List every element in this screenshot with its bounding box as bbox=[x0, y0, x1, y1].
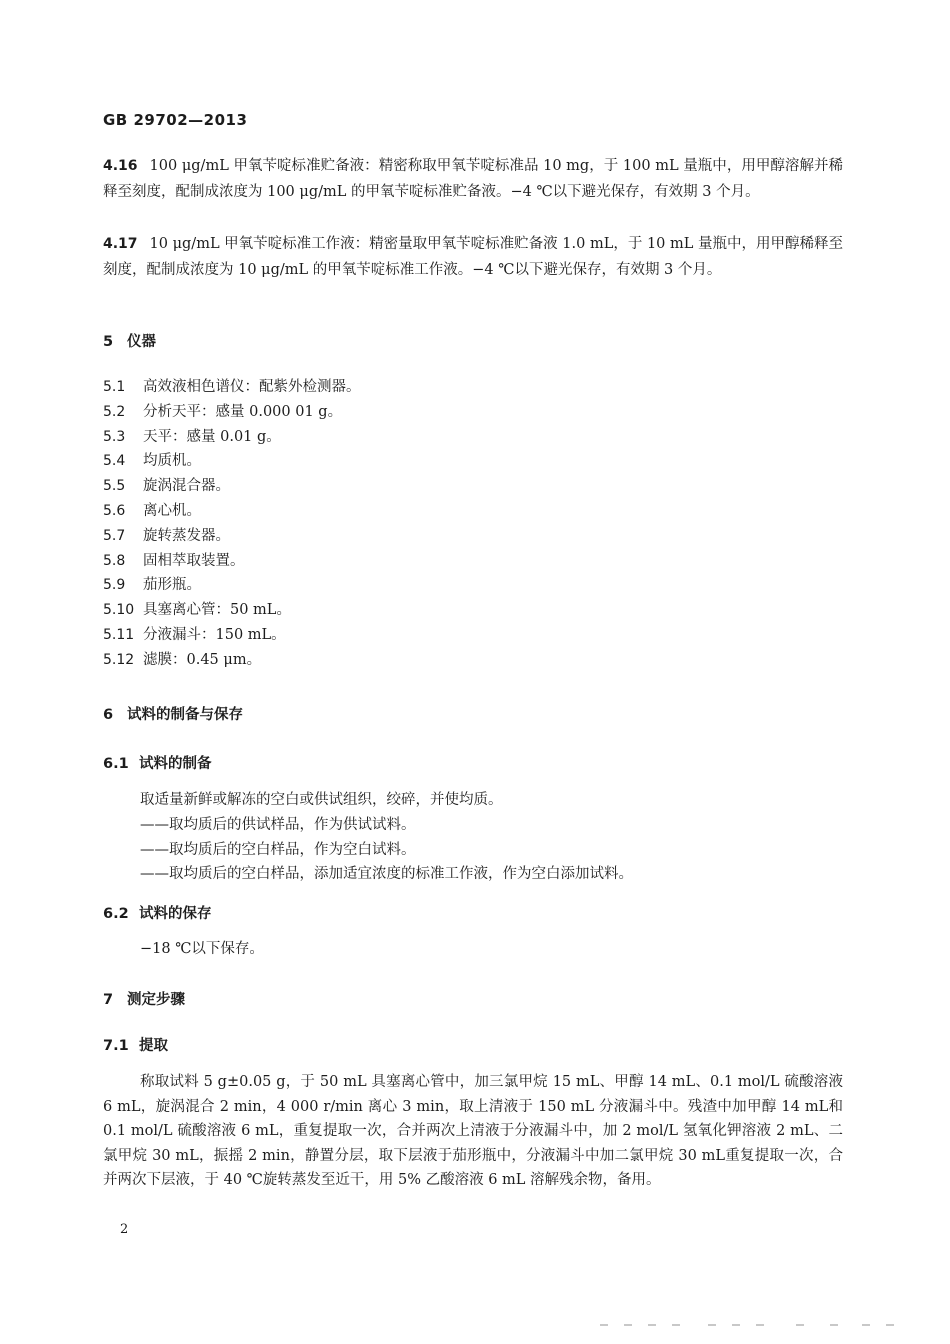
item-text: 均质机。 bbox=[143, 453, 201, 470]
item-text: 固相萃取装置。 bbox=[143, 552, 245, 569]
item-number: 5.1 bbox=[103, 379, 126, 395]
item-text: 分析天平：感量 0.000 01 g。 bbox=[143, 403, 343, 420]
list-item bbox=[103, 499, 361, 524]
subsection-number: 6.1 bbox=[103, 756, 129, 772]
paragraph-line: 取适量新鲜或解冻的空白或供试组织，绞碎，并使均质。 bbox=[140, 792, 503, 808]
subsection-title: 试料的制备 bbox=[139, 756, 212, 772]
clause-number: 4.16 bbox=[103, 158, 138, 174]
item-number: 5.10 bbox=[103, 602, 135, 619]
item-number: 5.7 bbox=[103, 527, 126, 544]
list-item bbox=[103, 524, 361, 549]
dash-list-item: ——取均质后的供试样品，作为供试试料。 bbox=[140, 817, 416, 833]
item-text: 滤膜：0.45 μm。 bbox=[143, 651, 262, 668]
item-number: 5.9 bbox=[103, 577, 126, 594]
subsection-number: 7.1 bbox=[103, 1038, 129, 1054]
dash-list-item: ——取均质后的空白样品，添加适宜浓度的标准工作液，作为空白添加试料。 bbox=[140, 866, 633, 882]
section-title: 仪器 bbox=[127, 334, 156, 350]
item-number: 5.6 bbox=[103, 502, 126, 519]
extraction-paragraph: 称取试料 5 g±0.05 g，于 50 mL 具塞离心管中，加三氯甲烷 15 mL、甲醇 14 mL、0.1 mol/L 硫酸溶液 6 mL，旋涡混合 2 min，4 000 r/min 离心 3 min，取上清液于 150 mL 分液漏斗中。残渣中加甲醇 14 mL和 0.1 mol/L 硫酸溶液 6 mL，重复提取一次，合并两次上清液于分液漏斗中，加 2 mol/L 氢氧化钾溶液 2 mL、二氯甲烷 30 mL，振摇 2 min，静置分层，取下层液于茄形瓶中，分液漏斗中加二氯甲烷 30 mL重复提取一次，合并两次下层液，于 40 ℃旋转蒸发至近干，用 5% 乙酸溶液 6 mL 溶解残余物，备用。 bbox=[103, 1074, 843, 1188]
item-number: 5.5 bbox=[103, 478, 126, 495]
clause-4-17 bbox=[103, 231, 843, 283]
subsection-heading-6-2 bbox=[103, 902, 212, 923]
list-item bbox=[103, 623, 361, 648]
scan-edge-marks bbox=[600, 1322, 900, 1330]
section-number: 7 bbox=[103, 992, 114, 1008]
item-text: 旋涡混合器。 bbox=[143, 478, 230, 495]
clause-number: 4.17 bbox=[103, 236, 138, 252]
standard-code: GB 29702—2013 bbox=[103, 111, 248, 129]
section-number: 5 bbox=[103, 334, 114, 350]
section-title: 试料的制备与保存 bbox=[127, 707, 243, 723]
item-number: 5.12 bbox=[103, 651, 135, 668]
section-title: 测定步骤 bbox=[127, 992, 185, 1008]
section-heading-7 bbox=[103, 988, 185, 1009]
item-number: 5.4 bbox=[103, 453, 126, 470]
clause-text: 10 μg/mL 甲氧苄啶标准工作液：精密量取甲氧苄啶标准贮备液 1.0 mL，于 10 mL 量瓶中，用甲醇稀释至刻度，配制成浓度为 10 μg/mL 的甲氧苄啶标准工作液。−4 ℃以下避光保存，有效期 3 个月。 bbox=[103, 236, 843, 278]
item-number: 5.11 bbox=[103, 626, 135, 643]
list-item bbox=[103, 598, 361, 623]
item-number: 5.3 bbox=[103, 428, 126, 445]
subsection-title: 提取 bbox=[139, 1038, 168, 1054]
subsection-number: 6.2 bbox=[103, 906, 129, 922]
item-number: 5.8 bbox=[103, 552, 126, 569]
page-number: 2 bbox=[120, 1222, 129, 1237]
clause-text: 100 μg/mL 甲氧苄啶标准贮备液：精密称取甲氧苄啶标准品 10 mg，于 100 mL 量瓶中，用甲醇溶解并稀释至刻度，配制成浓度为 100 μg/mL 的甲氧苄啶标准贮备液。−4 ℃以下避光保存，有效期 3 个月。 bbox=[103, 158, 843, 200]
section-number: 6 bbox=[103, 707, 114, 723]
list-item bbox=[103, 648, 361, 673]
item-text: 具塞离心管：50 mL。 bbox=[143, 602, 291, 619]
item-text: 天平：感量 0.01 g。 bbox=[143, 428, 281, 445]
subsection-heading-6-1 bbox=[103, 752, 212, 773]
list-item bbox=[103, 549, 361, 574]
item-text: 茄形瓶。 bbox=[143, 577, 201, 594]
dash-list-item: ——取均质后的空白样品，作为空白试料。 bbox=[140, 842, 416, 858]
list-item bbox=[103, 425, 361, 450]
item-text: 高效液相色谱仪：配紫外检测器。 bbox=[143, 379, 361, 395]
item-text: 分液漏斗：150 mL。 bbox=[143, 626, 286, 643]
item-text: 旋转蒸发器。 bbox=[143, 527, 230, 544]
list-item bbox=[103, 449, 361, 474]
list-item bbox=[103, 573, 361, 598]
item-text: 离心机。 bbox=[143, 502, 201, 519]
item-number: 5.2 bbox=[103, 403, 126, 420]
section-heading-5 bbox=[103, 330, 156, 351]
subsection-title: 试料的保存 bbox=[139, 906, 212, 922]
subsection-heading-7-1 bbox=[103, 1034, 168, 1055]
clause-4-16 bbox=[103, 153, 843, 205]
list-item bbox=[103, 375, 361, 400]
paragraph-line: −18 ℃以下保存。 bbox=[140, 941, 264, 957]
list-item bbox=[103, 474, 361, 499]
section-heading-6 bbox=[103, 703, 243, 724]
instrument-list bbox=[103, 375, 361, 673]
list-item bbox=[103, 400, 361, 425]
